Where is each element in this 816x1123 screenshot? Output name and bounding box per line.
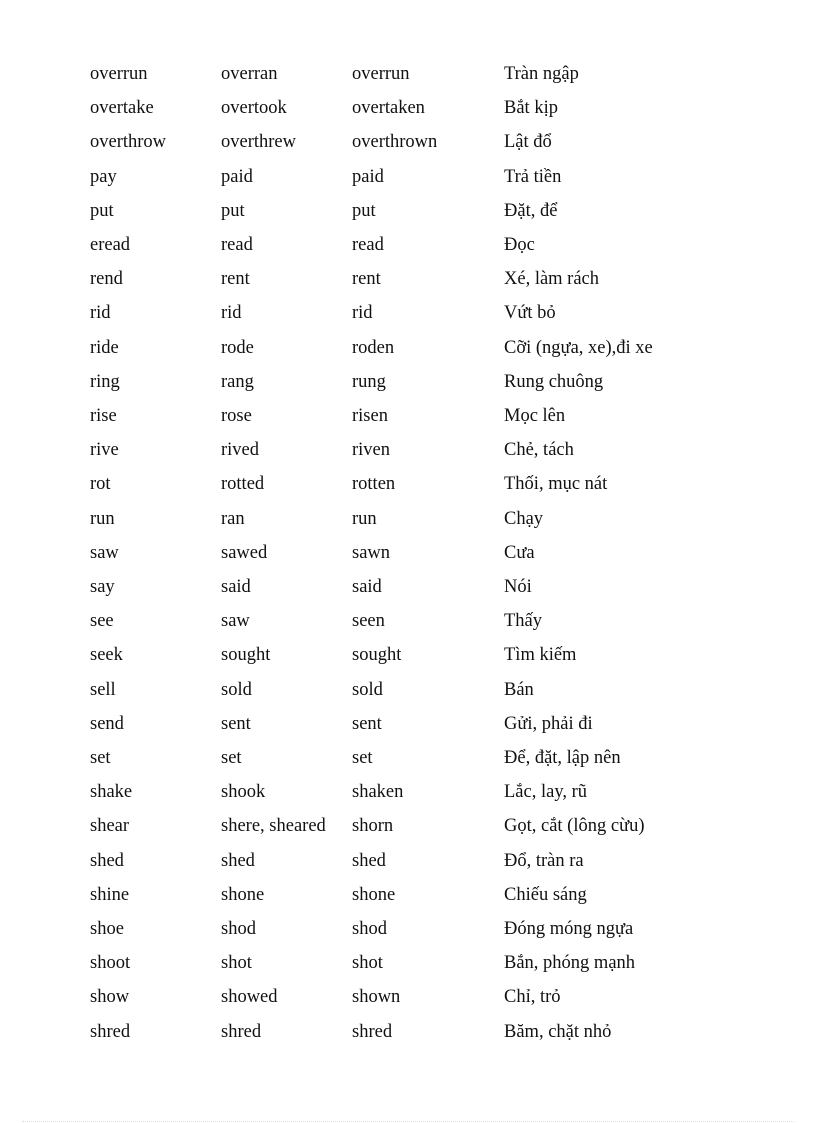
verb-meaning: Chỉ, trỏ	[504, 987, 561, 1008]
verb-meaning: Để, đặt, lập nên	[504, 748, 621, 769]
verb-past-simple: sawed	[221, 542, 268, 563]
verb-past-participle: overrun	[352, 64, 410, 84]
verb-row	[90, 946, 804, 980]
verb-past-participle: shod	[352, 919, 387, 940]
verb-past-participle: said	[352, 577, 382, 598]
verb-row	[90, 502, 804, 536]
verb-past-participle: shorn	[352, 816, 394, 837]
verb-meaning: Đóng móng ngựa	[504, 919, 634, 940]
verb-past-simple: rotted	[221, 474, 265, 495]
verb-meaning: Cưa	[504, 542, 535, 563]
verb-row	[90, 912, 804, 946]
verb-base-form: shake	[90, 782, 133, 803]
irregular-verbs-table	[90, 57, 804, 1049]
verb-past-participle: overthrown	[352, 132, 438, 153]
verb-row	[90, 707, 804, 741]
verb-past-participle: shred	[352, 1021, 393, 1042]
verb-base-form: sell	[90, 679, 116, 700]
verb-row	[90, 775, 804, 809]
verb-past-participle: rent	[352, 269, 381, 290]
verb-past-simple: ran	[221, 508, 245, 529]
verb-base-form: rise	[90, 406, 117, 427]
verb-base-form: ride	[90, 337, 119, 358]
verb-past-participle: shown	[352, 987, 401, 1008]
verb-row	[90, 1015, 804, 1049]
verb-base-form: overthrow	[90, 132, 167, 153]
verb-past-simple: sought	[221, 645, 271, 666]
verb-past-participle: rung	[352, 371, 386, 392]
verb-past-participle: riven	[352, 440, 391, 461]
verb-past-participle: paid	[352, 166, 384, 187]
verb-past-simple: read	[221, 235, 253, 256]
verb-base-form: ring	[90, 371, 120, 392]
verb-past-simple: rode	[221, 337, 254, 358]
verb-meaning: Đổ, tràn ra	[504, 850, 584, 871]
verb-row	[90, 160, 804, 194]
verb-past-participle: run	[352, 508, 377, 529]
verb-row	[90, 604, 804, 638]
verb-past-simple: rent	[221, 269, 250, 290]
verb-base-form: shoe	[90, 919, 124, 940]
verb-past-participle: rid	[352, 303, 373, 324]
verb-past-participle: shed	[352, 850, 386, 871]
verb-past-participle: overtaken	[352, 98, 425, 119]
verb-past-simple: shone	[221, 884, 265, 905]
verb-meaning: Tìm kiếm	[504, 645, 577, 666]
verb-row	[90, 570, 804, 604]
verb-past-simple: rang	[221, 371, 254, 392]
verb-meaning: Bắt kịp	[504, 98, 558, 119]
verb-meaning: Thối, mục nát	[504, 474, 608, 495]
verb-past-simple: rived	[221, 440, 260, 461]
verb-base-form: say	[90, 577, 115, 598]
verb-base-form: send	[90, 713, 124, 734]
verb-past-participle: shaken	[352, 782, 404, 803]
verb-base-form: set	[90, 748, 111, 769]
verb-base-form: see	[90, 611, 114, 632]
verb-row	[90, 433, 804, 467]
verb-past-participle: shot	[352, 953, 383, 974]
verb-meaning: Băm, chặt nhỏ	[504, 1021, 612, 1042]
verb-past-simple: overthrew	[221, 132, 296, 153]
verb-past-simple: saw	[221, 611, 250, 632]
verb-meaning: Lắc, lay, rũ	[504, 782, 588, 803]
verb-row	[90, 809, 804, 843]
verb-base-form: shear	[90, 816, 130, 837]
verb-meaning: Bắn, phóng mạnh	[504, 953, 636, 974]
verb-past-participle: shone	[352, 884, 396, 905]
verb-past-simple: shot	[221, 953, 252, 974]
verb-table-body	[90, 57, 804, 1049]
verb-meaning: Vứt bỏ	[504, 303, 556, 324]
verb-meaning: Chẻ, tách	[504, 440, 574, 461]
verb-meaning: Trả tiền	[504, 166, 562, 187]
verb-row	[90, 228, 804, 262]
verb-base-form: rend	[90, 269, 123, 290]
verb-row	[90, 399, 804, 433]
verb-past-simple: put	[221, 200, 245, 221]
verb-row	[90, 331, 804, 365]
verb-row	[90, 194, 804, 228]
verb-past-simple: rid	[221, 303, 242, 324]
verb-row	[90, 91, 804, 125]
verb-past-simple: paid	[221, 166, 253, 187]
verb-past-participle: put	[352, 200, 376, 221]
verb-meaning: Gửi, phải đi	[504, 713, 593, 734]
verb-base-form: rive	[90, 440, 119, 461]
verb-meaning: Xé, làm rách	[504, 269, 600, 290]
verb-past-participle: sent	[352, 713, 382, 734]
verb-base-form: overrun	[90, 64, 148, 84]
verb-meaning: Thấy	[504, 611, 543, 632]
verb-row	[90, 296, 804, 330]
verb-past-simple: shed	[221, 850, 255, 871]
verb-row	[90, 262, 804, 296]
verb-row	[90, 638, 804, 672]
verb-past-participle: seen	[352, 611, 385, 632]
verb-meaning: Chiếu sáng	[504, 884, 587, 905]
verb-base-form: rot	[90, 474, 111, 495]
verb-row	[90, 125, 804, 159]
verb-row	[90, 673, 804, 707]
verb-meaning: Mọc lên	[504, 406, 566, 427]
verb-past-simple: rose	[221, 406, 252, 427]
verb-past-simple: sold	[221, 679, 252, 700]
verb-row	[90, 980, 804, 1014]
verb-row	[90, 365, 804, 399]
verb-meaning: Đặt, để	[504, 200, 558, 221]
verb-base-form: show	[90, 987, 130, 1008]
verb-base-form: shred	[90, 1021, 131, 1042]
verb-meaning: Nói	[504, 577, 532, 598]
verb-meaning: Lật đổ	[504, 132, 552, 153]
verb-past-participle: sold	[352, 679, 383, 700]
verb-base-form: rid	[90, 303, 111, 324]
verb-base-form: shine	[90, 884, 130, 905]
verb-past-simple: shook	[221, 782, 266, 803]
verb-past-participle: rotten	[352, 474, 396, 495]
verb-past-simple: shred	[221, 1021, 262, 1042]
verb-past-simple: said	[221, 577, 251, 598]
verb-base-form: saw	[90, 542, 119, 563]
verb-past-participle: sawn	[352, 542, 391, 563]
verb-base-form: run	[90, 508, 115, 529]
verb-base-form: overtake	[90, 98, 154, 119]
verb-base-form: pay	[90, 166, 117, 187]
verb-past-simple: shod	[221, 919, 256, 940]
verb-meaning: Cỡi (ngựa, xe),đi xe	[504, 337, 653, 358]
verb-row	[90, 467, 804, 501]
verb-base-form: shoot	[90, 953, 131, 974]
verb-row	[90, 844, 804, 878]
verb-past-simple: showed	[221, 987, 278, 1008]
verb-past-simple: overran	[221, 64, 278, 84]
verb-meaning: Chạy	[504, 508, 544, 529]
verb-row	[90, 878, 804, 912]
verb-base-form: put	[90, 200, 114, 221]
verb-row	[90, 57, 804, 91]
verb-base-form: seek	[90, 645, 123, 666]
verb-past-participle: sought	[352, 645, 402, 666]
verb-past-participle: roden	[352, 337, 395, 358]
page-bottom-divider	[22, 1121, 794, 1122]
verb-row	[90, 741, 804, 775]
verb-meaning: Gọt, cắt (lông cừu)	[504, 816, 645, 837]
verb-past-participle: risen	[352, 406, 388, 427]
verb-past-simple: overtook	[221, 98, 287, 119]
verb-past-simple: set	[221, 748, 242, 769]
verb-past-participle: set	[352, 748, 373, 769]
verb-base-form: eread	[90, 235, 131, 256]
verb-meaning: Đọc	[504, 235, 535, 256]
verb-meaning: Bán	[504, 679, 534, 700]
verb-row	[90, 536, 804, 570]
verb-past-participle: read	[352, 235, 384, 256]
verb-past-simple: sent	[221, 713, 251, 734]
verb-past-simple: shere, sheared	[221, 816, 326, 837]
verb-meaning: Rung chuông	[504, 371, 604, 392]
verb-base-form: shed	[90, 850, 124, 871]
verb-meaning: Tràn ngập	[504, 64, 579, 84]
